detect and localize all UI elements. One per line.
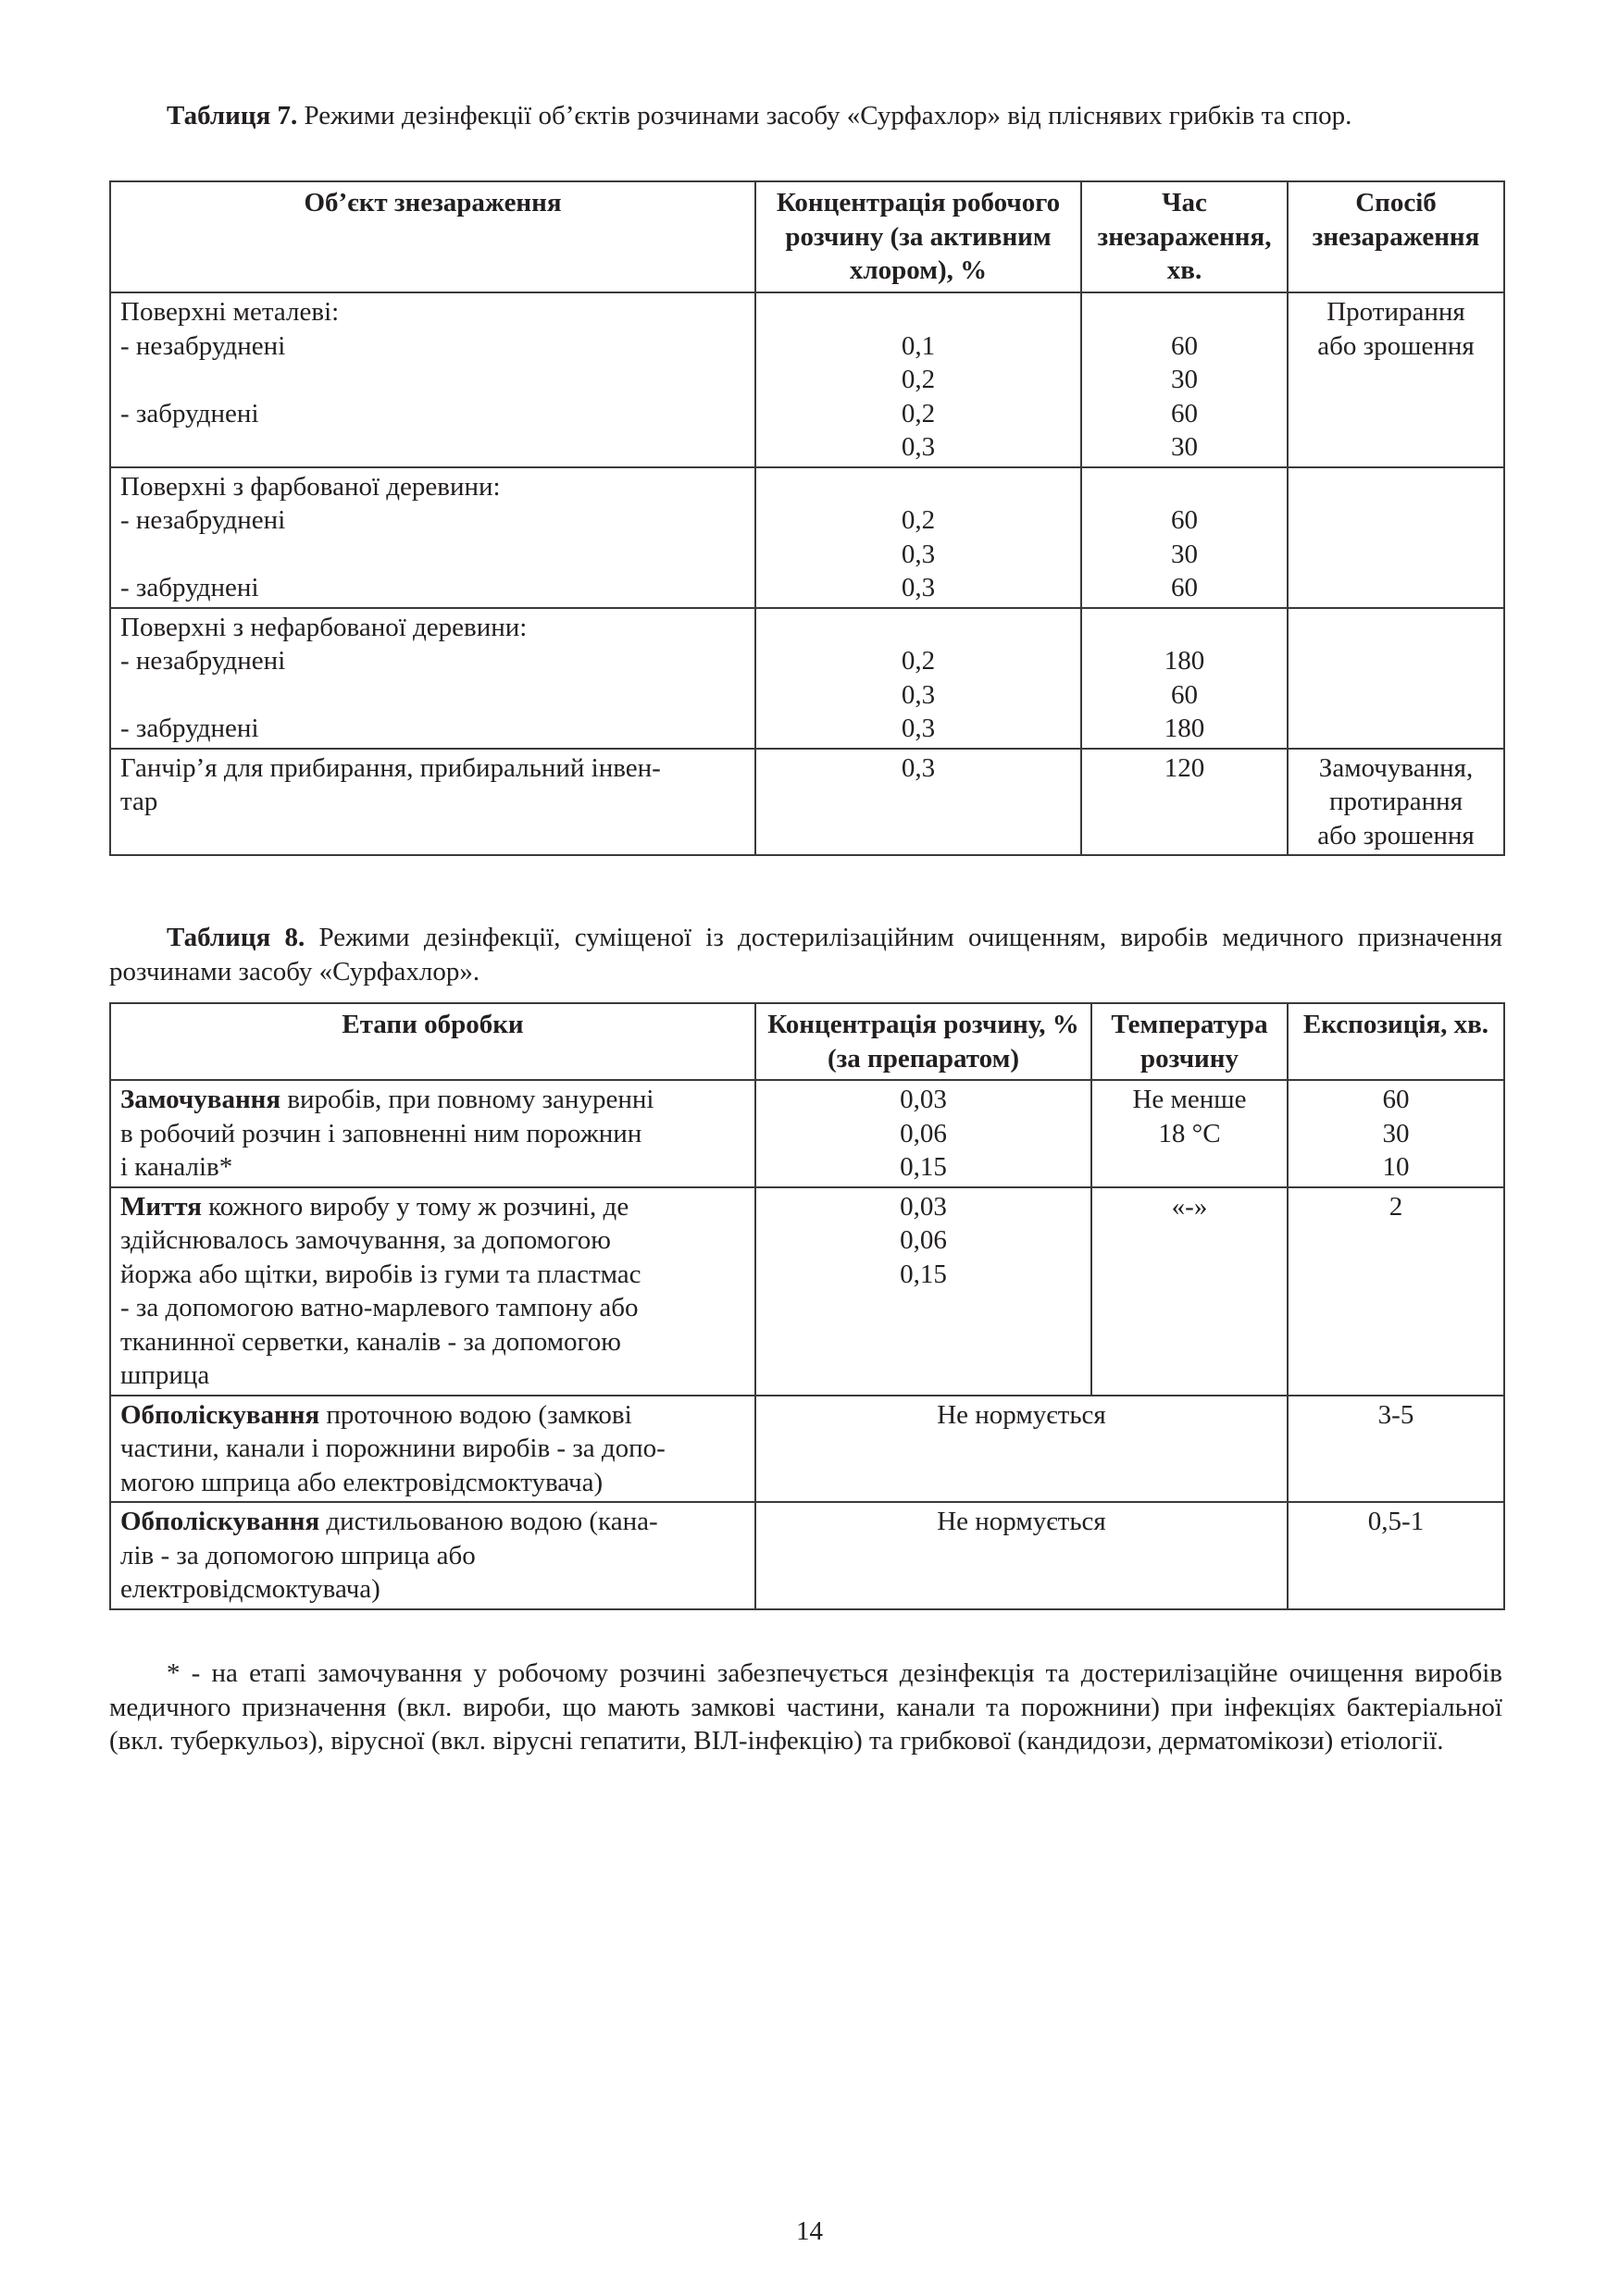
concentration-value: 0,2 <box>901 646 936 676</box>
table8-disinfection-presterilization <box>109 1002 1505 1610</box>
concentration-value: 0,3 <box>901 432 936 462</box>
stage-text: здійснювалось замочування, за допомогою <box>120 1225 611 1255</box>
method-value: або зрошення <box>1317 820 1475 850</box>
stage-text: тканинної серветки, каналів - за допомогою <box>120 1326 621 1357</box>
stage-line <box>120 1190 745 1224</box>
temperature-value: 18 °С <box>1158 1118 1221 1148</box>
stage-cell <box>110 1080 755 1187</box>
exposure-value: 60 <box>1382 1085 1410 1114</box>
exposure-cell <box>1288 1187 1504 1396</box>
time-value <box>1091 295 1277 329</box>
table7-header-row <box>110 181 1504 292</box>
exposure-cell <box>1288 1396 1504 1503</box>
stage-text: - за допомогою ватно-марлевого тампону або <box>120 1293 639 1322</box>
object-sublabel <box>120 363 745 397</box>
table-row <box>110 292 1504 467</box>
concentration-value: 0,06 <box>900 1225 947 1255</box>
merged-concentration-temperature-cell <box>755 1502 1288 1609</box>
exposure-cell <box>1288 1080 1504 1187</box>
time-cell <box>1081 467 1288 608</box>
concentration-cell <box>755 467 1081 608</box>
stage-text: і каналів* <box>120 1152 233 1182</box>
object-cell <box>110 467 755 608</box>
table-row <box>110 1080 1504 1187</box>
exposure-value: 0,5-1 <box>1367 1507 1425 1536</box>
concentration-value: 0,03 <box>900 1085 947 1114</box>
object-sublabel <box>120 538 745 572</box>
time-value: 120 <box>1164 752 1205 783</box>
method-value: протирання <box>1328 787 1463 816</box>
time-cell <box>1081 749 1288 856</box>
method-cell <box>1288 467 1504 608</box>
time-value: 60 <box>1171 505 1198 535</box>
time-value: 60 <box>1171 679 1198 710</box>
stage-text: виробів, при повному зануренні <box>280 1085 654 1114</box>
time-value: 30 <box>1171 539 1198 569</box>
method-cell <box>1288 749 1504 856</box>
table8-header-row <box>110 1003 1504 1080</box>
concentration-value: 0,3 <box>901 539 936 569</box>
not-regulated-value: Не нормується <box>937 1507 1106 1536</box>
concentration-cell <box>755 749 1081 856</box>
time-value <box>1091 470 1277 504</box>
table8-caption-label: Таблиця 8. <box>167 923 305 952</box>
not-regulated-value: Не нормується <box>937 1399 1106 1430</box>
object-label: тар <box>120 787 158 816</box>
concentration-value: 0,2 <box>901 398 936 428</box>
table7-header-time: Час знезараження, хв. <box>1081 181 1288 292</box>
concentration-cell <box>755 1080 1091 1187</box>
stage-text: кожного виробу у тому ж розчині, де <box>201 1191 629 1222</box>
object-sublabel: - забруднені <box>120 573 259 602</box>
time-cell <box>1081 608 1288 749</box>
time-value: 30 <box>1171 432 1198 462</box>
concentration-cell <box>755 1187 1091 1396</box>
concentration-value: 0,3 <box>901 714 936 743</box>
table-row <box>110 608 1504 749</box>
table8-caption-text: Режими дезінфекції, суміщеної із достерилізаційним очищенням, виробів медичного призначення розчинами засобу «Сурфахлор». <box>109 923 1502 987</box>
exposure-value: 2 <box>1389 1191 1403 1222</box>
exposure-value: 10 <box>1382 1152 1410 1182</box>
stage-line <box>120 1398 745 1433</box>
object-cell <box>110 608 755 749</box>
table7-caption-label: Таблиця 7. <box>167 101 298 130</box>
table-row <box>110 749 1504 856</box>
object-sublabel: - незабруднені <box>120 646 286 676</box>
exposure-cell <box>1288 1502 1504 1609</box>
concentration-value <box>766 470 1071 504</box>
concentration-value: 0,06 <box>900 1118 947 1148</box>
concentration-value <box>766 295 1071 329</box>
object-sublabel: - незабруднені <box>120 330 286 361</box>
table7-caption <box>109 99 1502 133</box>
object-sublabel <box>120 430 745 465</box>
stage-text: частини, канали і порожнини виробів - за допо- <box>120 1433 666 1463</box>
table8-header-temperature: Температура розчину <box>1091 1003 1288 1080</box>
time-cell <box>1081 292 1288 467</box>
stage-title: Обполіскування <box>120 1507 320 1536</box>
object-label: Поверхні металеві: <box>120 297 340 327</box>
time-value: 60 <box>1171 573 1198 602</box>
stage-line <box>120 1083 745 1117</box>
concentration-value: 0,15 <box>900 1259 947 1289</box>
table-row <box>110 467 1504 608</box>
stage-cell <box>110 1396 755 1503</box>
footnote: * - на етапі замочування у робочому розчині забезпечується дезінфекція та достерилізаційне очищення виробів медичного призначення (вкл. вироби, що мають замкові частини, канали та порожнини) при інфекціях бактеріальної (вкл. туберкульоз), вірусної (вкл. вірусні гепатити, ВІЛ-інфекцію) та грибкової (кандидози, дерматомікози) етіології. <box>109 1658 1502 1756</box>
method-value: Протирання <box>1326 297 1465 327</box>
stage-line <box>120 1505 745 1539</box>
stage-text: електровідсмоктувача) <box>120 1574 380 1604</box>
concentration-value <box>766 611 1071 645</box>
stage-text: могою шприца або електровідсмоктувача) <box>120 1467 604 1497</box>
exposure-value: 3-5 <box>1377 1399 1414 1430</box>
object-label: Ганчір’я для прибирання, прибиральний інвен- <box>120 752 661 783</box>
time-value: 180 <box>1164 714 1205 743</box>
stage-text: дистильованою водою (кана- <box>319 1507 658 1536</box>
object-sublabel: - незабруднені <box>120 505 286 535</box>
table7-header-object: Об’єкт знезараження <box>110 181 755 292</box>
temperature-cell <box>1091 1080 1288 1187</box>
stage-title: Миття <box>120 1191 202 1222</box>
object-cell <box>110 292 755 467</box>
time-value: 180 <box>1164 646 1205 676</box>
table7-caption-text: Режими дезінфекції об’єктів розчинами засобу «Сурфахлор» від пліснявих грибків та спор. <box>297 101 1352 130</box>
table8-header-concentration: Концентрація розчину, % (за препаратом) <box>755 1003 1091 1080</box>
table-row <box>110 1187 1504 1396</box>
object-label: Поверхні з нефарбованої деревини: <box>120 612 528 642</box>
concentration-cell <box>755 292 1081 467</box>
concentration-value: 0,1 <box>901 330 936 361</box>
temperature-value: Не менше <box>1132 1085 1247 1114</box>
table7-header-concentration: Концентрація робочого розчину (за активним хлором), % <box>755 181 1081 292</box>
concentration-value: 0,3 <box>901 573 936 602</box>
concentration-value: 0,2 <box>901 505 936 535</box>
object-sublabel <box>120 678 745 713</box>
concentration-value: 0,2 <box>901 365 936 394</box>
exposure-value: 30 <box>1382 1118 1410 1148</box>
stage-text: шприца <box>120 1360 210 1390</box>
stage-cell <box>110 1187 755 1396</box>
page-number: 14 <box>796 2216 823 2246</box>
object-label: Поверхні з фарбованої деревини: <box>120 471 501 502</box>
stage-title: Замочування <box>120 1085 281 1114</box>
table-row <box>110 1396 1504 1503</box>
table8-caption <box>109 921 1502 988</box>
table8-header-exposure: Експозиція, хв. <box>1288 1003 1504 1080</box>
method-value: Замочування, <box>1318 752 1474 783</box>
merged-concentration-temperature-cell <box>755 1396 1288 1503</box>
method-cell <box>1288 292 1504 467</box>
table-row <box>110 1502 1504 1609</box>
temperature-cell <box>1091 1187 1288 1396</box>
concentration-value: 0,15 <box>900 1152 947 1182</box>
temperature-value: «-» <box>1171 1191 1208 1222</box>
time-value: 60 <box>1171 398 1198 428</box>
object-sublabel: - забруднені <box>120 714 259 743</box>
concentration-value: 0,3 <box>901 679 936 710</box>
concentration-value: 0,3 <box>901 752 936 783</box>
stage-title: Обполіскування <box>120 1399 320 1430</box>
concentration-cell <box>755 608 1081 749</box>
object-cell <box>110 749 755 856</box>
stage-text: в робочий розчин і заповненні ним порожнин <box>120 1118 642 1148</box>
stage-text: проточною водою (замкові <box>319 1399 632 1430</box>
table8-header-stage: Етапи обробки <box>110 1003 755 1080</box>
time-value: 30 <box>1171 365 1198 394</box>
object-sublabel: - забруднені <box>120 398 259 428</box>
stage-cell <box>110 1502 755 1609</box>
concentration-value: 0,03 <box>900 1191 947 1222</box>
method-cell <box>1288 608 1504 749</box>
method-value: або зрошення <box>1317 330 1475 361</box>
table7-header-method: Спосіб знезараження <box>1288 181 1504 292</box>
stage-text: лів - за допомогою шприца або <box>120 1540 476 1570</box>
time-value: 60 <box>1171 330 1198 361</box>
time-value <box>1091 611 1277 645</box>
table7-disinfection-modes-mold <box>109 180 1505 856</box>
stage-text: йоржа або щітки, виробів із гуми та пластмас <box>120 1259 641 1289</box>
